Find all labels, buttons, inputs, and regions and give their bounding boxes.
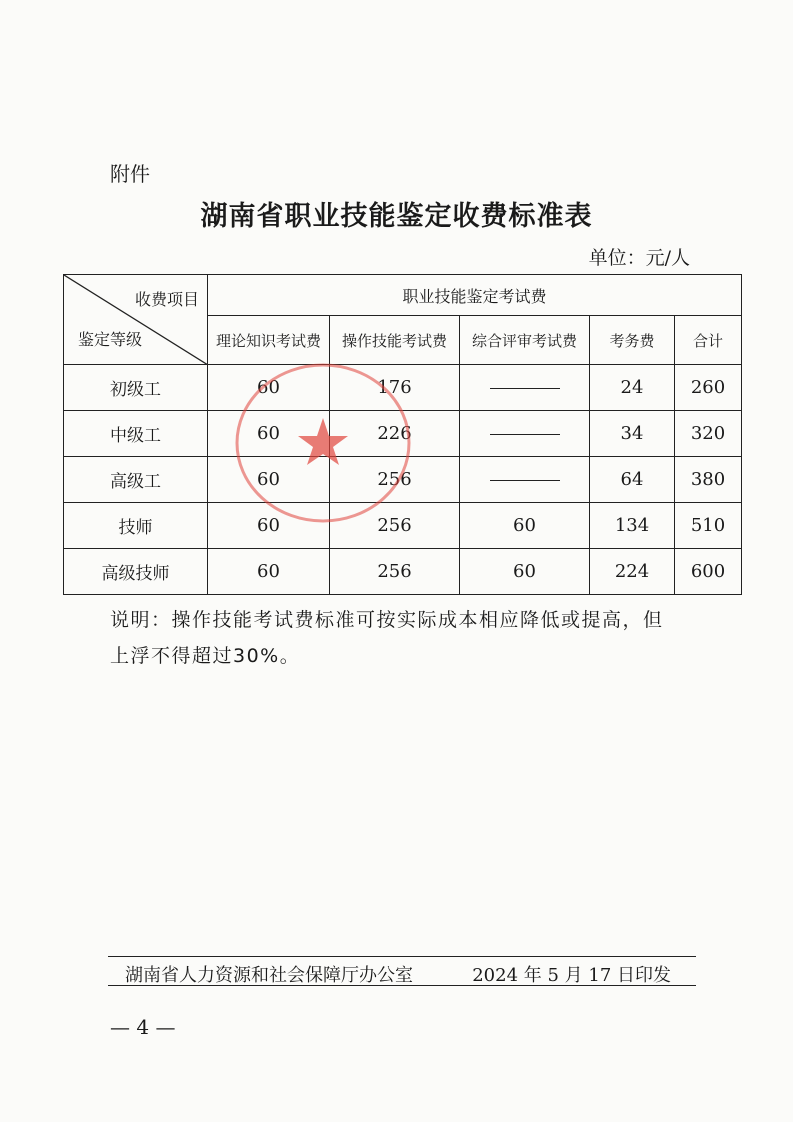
level-cell: 技师 xyxy=(64,503,208,549)
value-cell: 60 xyxy=(208,457,330,503)
official-seal-icon xyxy=(232,360,414,526)
value-cell: 176 xyxy=(330,365,460,411)
value-cell xyxy=(460,457,590,503)
dash-mark xyxy=(490,434,560,435)
value-cell: 60 xyxy=(208,503,330,549)
value-cell: 320 xyxy=(675,411,742,457)
value-cell: 60 xyxy=(208,411,330,457)
dash-mark xyxy=(490,480,560,481)
value-cell: 256 xyxy=(330,457,460,503)
value-cell: 134 xyxy=(590,503,675,549)
note-text xyxy=(110,602,700,674)
group-header: 职业技能鉴定考试费 xyxy=(208,275,742,316)
column-header: 考务费 xyxy=(590,316,675,365)
corner-top-label: 收费项目 xyxy=(134,290,199,309)
issuing-office: 湖南省人力资源和社会保障厅办公室 xyxy=(125,965,413,986)
value-cell: 60 xyxy=(208,549,330,595)
value-cell: 34 xyxy=(590,411,675,457)
value-cell: 260 xyxy=(675,365,742,411)
value-cell: 224 xyxy=(590,549,675,595)
column-header: 操作技能考试费 xyxy=(330,316,460,365)
level-cell: 高级工 xyxy=(64,457,208,503)
corner-header-cell xyxy=(64,275,208,365)
table-row xyxy=(64,549,742,595)
value-cell xyxy=(460,365,590,411)
footer-rule-top xyxy=(108,956,696,957)
level-cell: 初级工 xyxy=(64,365,208,411)
value-cell: 510 xyxy=(675,503,742,549)
value-cell: 256 xyxy=(330,503,460,549)
note-line-2: 上浮不得超过30%。 xyxy=(110,645,301,667)
value-cell: 60 xyxy=(460,503,590,549)
column-header: 理论知识考试费 xyxy=(208,316,330,365)
issue-date: 2024 年 5 月 17 日印发 xyxy=(472,965,671,986)
attachment-label: 附件 xyxy=(110,162,150,186)
level-cell: 高级技师 xyxy=(64,549,208,595)
value-cell: 24 xyxy=(590,365,675,411)
value-cell: 64 xyxy=(590,457,675,503)
unit-label: 单位：元/人 xyxy=(588,247,690,269)
corner-bottom-label: 鉴定等级 xyxy=(78,330,143,349)
value-cell: 380 xyxy=(675,457,742,503)
value-cell xyxy=(460,411,590,457)
page-title: 湖南省职业技能鉴定收费标准表 xyxy=(200,201,593,232)
page-number: — 4 — xyxy=(110,1015,176,1039)
value-cell: 60 xyxy=(460,549,590,595)
column-header: 综合评审考试费 xyxy=(460,316,590,365)
note-line-1: 说明：操作技能考试费标准可按实际成本相应降低或提高，但 xyxy=(110,609,664,631)
footer-rule-bottom xyxy=(108,985,696,986)
dash-mark xyxy=(490,388,560,389)
value-cell: 600 xyxy=(675,549,742,595)
value-cell: 256 xyxy=(330,549,460,595)
value-cell: 226 xyxy=(330,411,460,457)
level-cell: 中级工 xyxy=(64,411,208,457)
column-header: 合计 xyxy=(675,316,742,365)
value-cell: 60 xyxy=(208,365,330,411)
